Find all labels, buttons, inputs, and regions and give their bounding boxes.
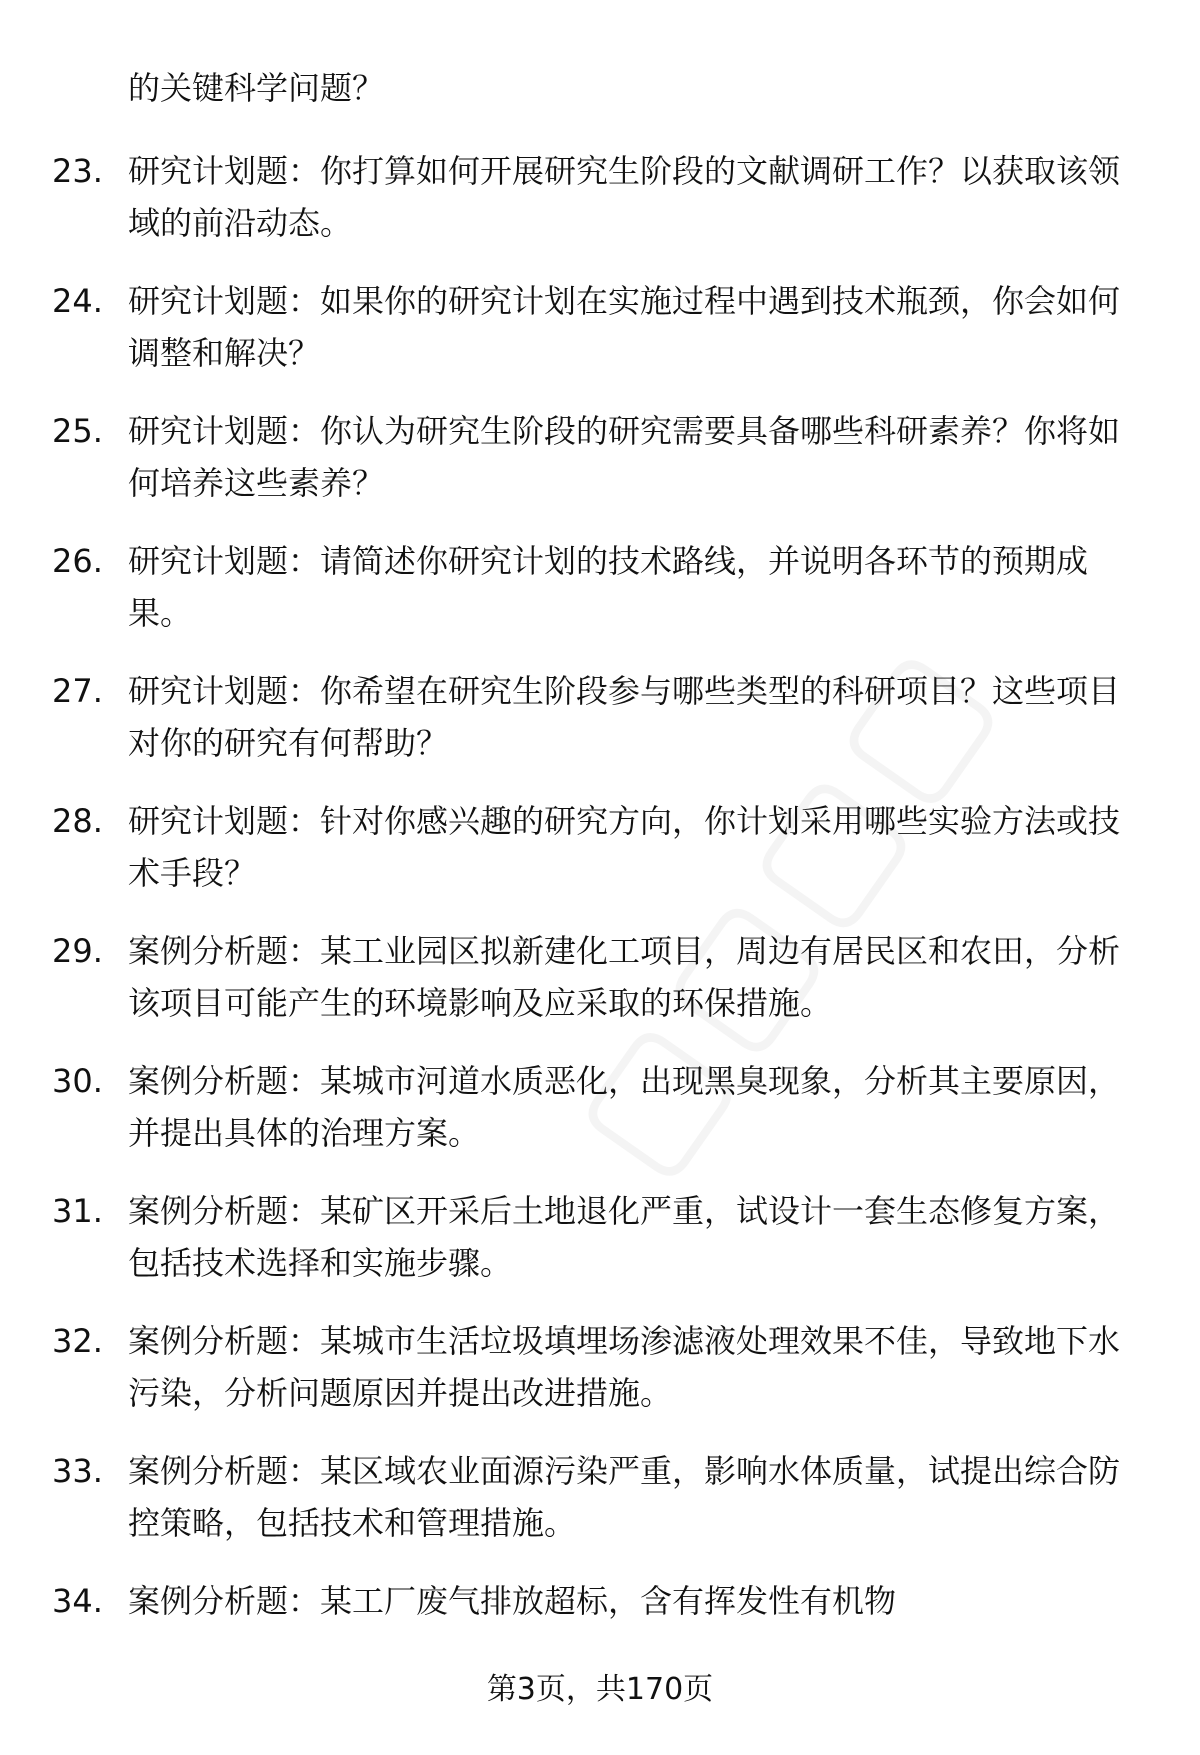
question-item bbox=[0, 1055, 1200, 1185]
page-footer: 第3页，共170页 bbox=[486, 1672, 714, 1707]
question-number: 24. bbox=[52, 282, 103, 320]
question-list bbox=[0, 145, 1200, 1705]
question-item bbox=[0, 1445, 1200, 1575]
question-item bbox=[0, 1315, 1200, 1445]
question-item bbox=[0, 405, 1200, 535]
question-item bbox=[0, 795, 1200, 925]
question-number: 33. bbox=[52, 1452, 103, 1490]
question-text: 案例分析题：某城市生活垃圾填埋场渗滤液处理效果不佳，导致地下水污染，分析问题原因并提出改进措施。 bbox=[128, 1322, 1121, 1412]
question-number: 26. bbox=[52, 542, 103, 580]
question-text: 案例分析题：某工业园区拟新建化工项目，周边有居民区和农田，分析该项目可能产生的环境影响及应采取的环保措施。 bbox=[128, 932, 1121, 1022]
question-item bbox=[0, 275, 1200, 405]
question-item bbox=[0, 145, 1200, 275]
question-item bbox=[0, 535, 1200, 665]
question-text: 研究计划题：请简述你研究计划的技术路线，并说明各环节的预期成果。 bbox=[128, 542, 1089, 632]
question-text: 研究计划题：针对你感兴趣的研究方向，你计划采用哪些实验方法或技术手段？ bbox=[128, 802, 1121, 892]
question-number: 25. bbox=[52, 412, 103, 450]
question-number: 23. bbox=[52, 152, 103, 190]
question-number: 28. bbox=[52, 802, 103, 840]
continued-question-text: 的关键科学问题？ bbox=[128, 69, 385, 107]
question-item bbox=[0, 665, 1200, 795]
question-text: 案例分析题：某矿区开采后土地退化严重，试设计一套生态修复方案，包括技术选择和实施步骤。 bbox=[128, 1192, 1121, 1282]
question-number: 31. bbox=[52, 1192, 103, 1230]
question-number: 29. bbox=[52, 932, 103, 970]
question-number: 30. bbox=[52, 1062, 103, 1100]
question-text: 研究计划题：如果你的研究计划在实施过程中遇到技术瓶颈，你会如何调整和解决？ bbox=[128, 282, 1121, 372]
question-text: 案例分析题：某城市河道水质恶化，出现黑臭现象，分析其主要原因，并提出具体的治理方案。 bbox=[128, 1062, 1121, 1152]
question-number: 27. bbox=[52, 672, 103, 710]
question-text: 案例分析题：某区域农业面源污染严重，影响水体质量，试提出综合防控策略，包括技术和管理措施。 bbox=[128, 1452, 1121, 1542]
question-text: 研究计划题：你打算如何开展研究生阶段的文献调研工作？以获取该领域的前沿动态。 bbox=[128, 152, 1121, 242]
question-item bbox=[0, 1185, 1200, 1315]
question-item bbox=[0, 925, 1200, 1055]
question-number: 32. bbox=[52, 1322, 103, 1360]
question-text: 研究计划题：你认为研究生阶段的研究需要具备哪些科研素养？你将如何培养这些素养？ bbox=[128, 412, 1121, 502]
question-text: 研究计划题：你希望在研究生阶段参与哪些类型的科研项目？这些项目对你的研究有何帮助？ bbox=[128, 672, 1121, 762]
question-number: 34. bbox=[52, 1582, 103, 1620]
question-text: 案例分析题：某工厂废气排放超标，含有挥发性有机物 bbox=[128, 1582, 897, 1620]
